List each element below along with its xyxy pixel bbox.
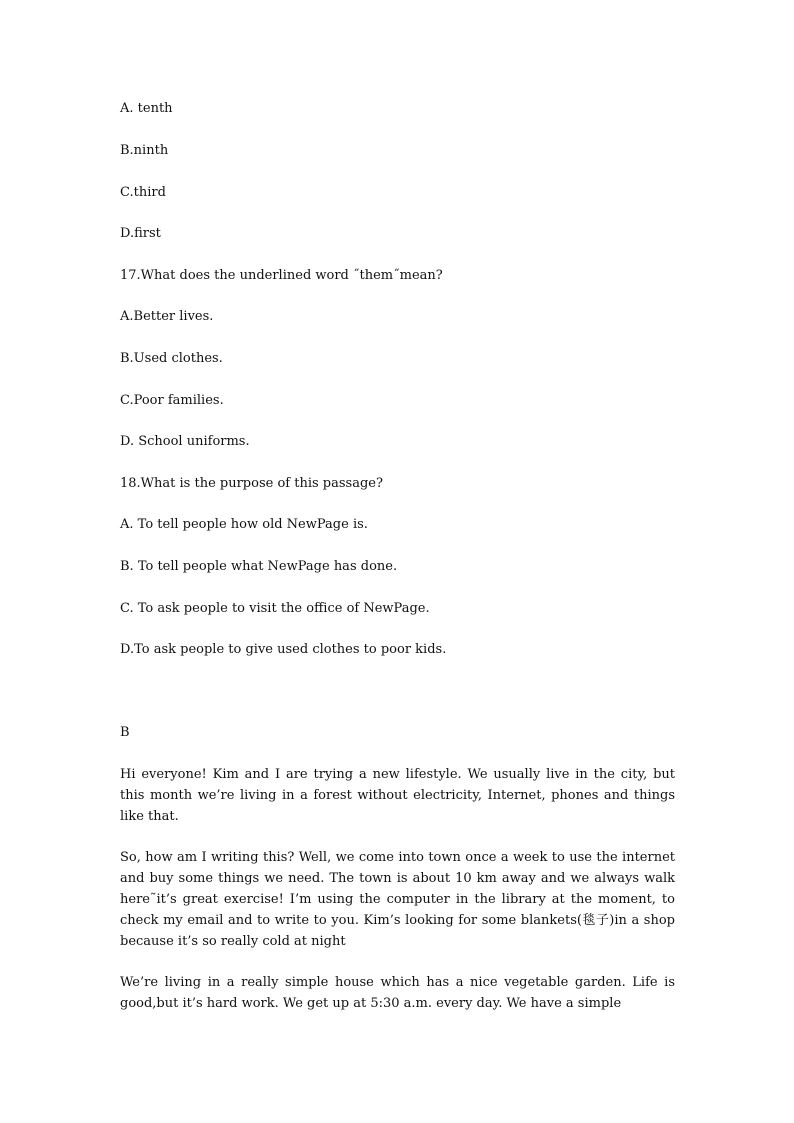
q17-option-c: C.Poor families. (120, 393, 224, 408)
q17-option-a: A.Better lives. (120, 309, 214, 324)
passage-paragraph-3: We’re living in a really simple house which has a nice vegetable garden. Life is good,but it’s hard work. We get up at 5:30 a.m. every day. We have a simple (120, 975, 675, 1011)
q17-option-d: D. School uniforms. (120, 434, 250, 449)
section-b-heading: B (120, 725, 130, 740)
q16-option-b: B.ninth (120, 143, 169, 158)
q18-option-b: B. To tell people what NewPage has done. (120, 559, 398, 574)
q18-option-a: A. To tell people how old NewPage is. (120, 517, 368, 532)
q18-option-d: D.To ask people to give used clothes to poor kids. (120, 642, 447, 657)
q18-question: 18.What is the purpose of this passage? (120, 476, 383, 491)
q16-option-d: D.first (120, 226, 161, 241)
q16-option-c: C.third (120, 185, 166, 200)
passage-paragraph-2: So, how am I writing this? Well, we come into town once a week to use the internet and buy some things we need. The town is about 10 km away and we always walk here˜it’s great exercise! I’m using the computer in the library at the moment, to check my email and to write to you. Kim’s looking for some blankets(毯子)in a shop because it’s so really cold at night (120, 850, 675, 949)
q16-option-a: A. tenth (120, 101, 173, 116)
q18-option-c: C. To ask people to visit the office of NewPage. (120, 601, 430, 616)
q17-question: 17.What does the underlined word ˝them˝mean? (120, 268, 443, 283)
passage-paragraph-1: Hi everyone! Kim and I are trying a new lifestyle. We usually live in the city, but this month we’re living in a forest without electricity, Internet, phones and things like that. (120, 767, 675, 824)
q17-option-b: B.Used clothes. (120, 351, 223, 366)
